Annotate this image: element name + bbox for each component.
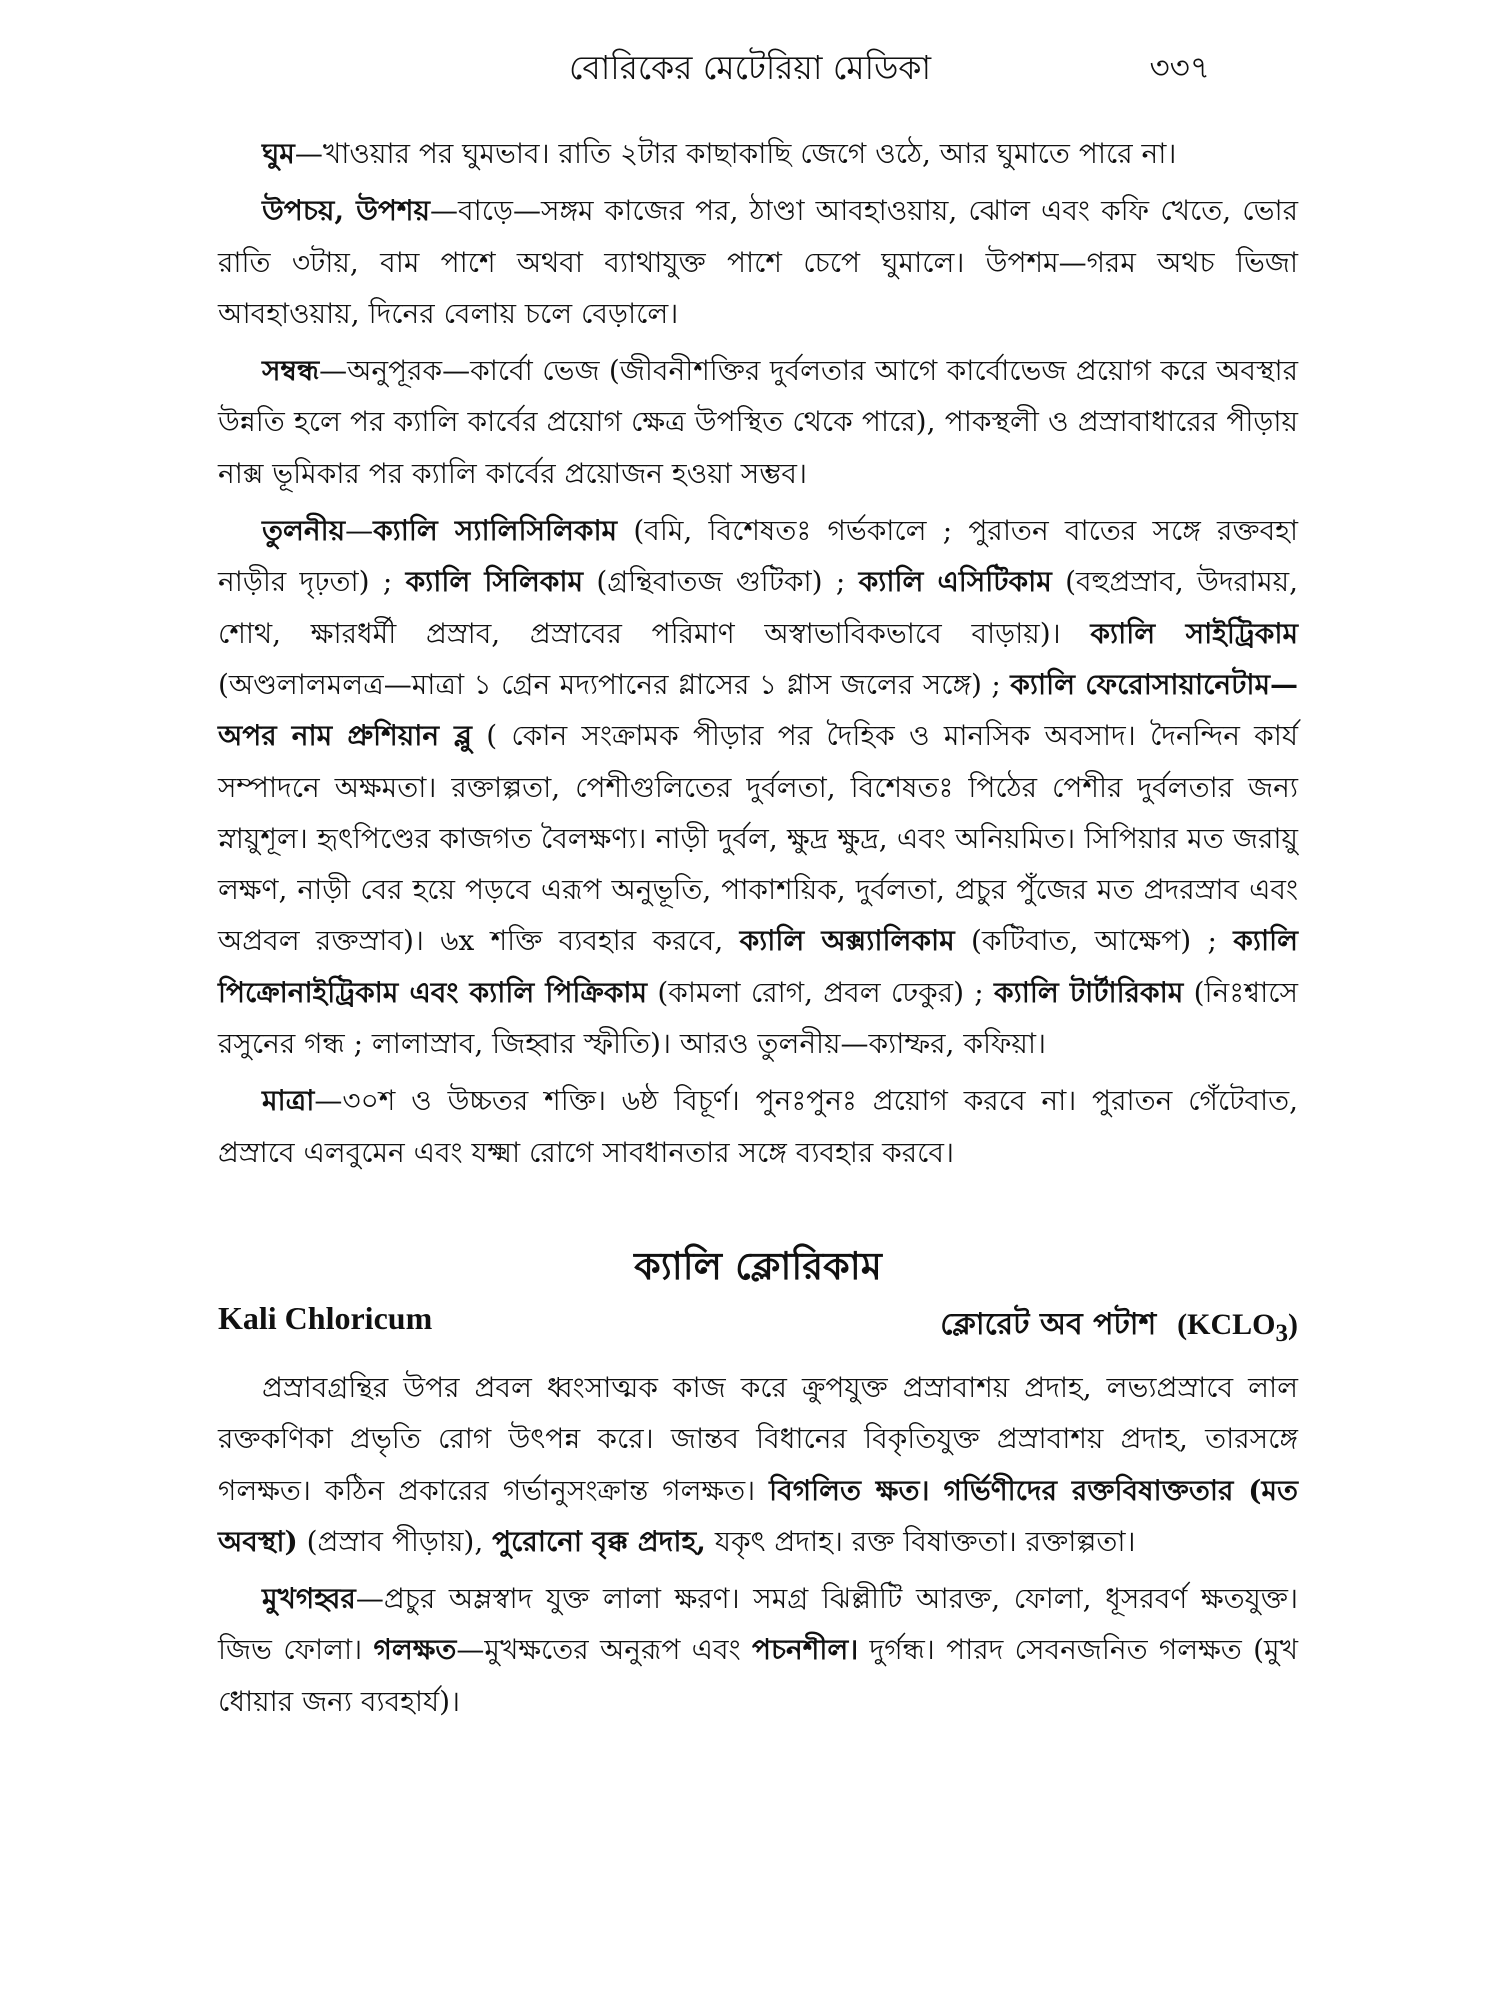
dose-paragraph [218, 1075, 1298, 1178]
modalities-paragraph [218, 185, 1298, 339]
compare-remedy: ক্যালি পিক্রোনাইট্রিকাম এবং ক্যালি পিক্রিকাম [218, 924, 1298, 1009]
mouth-text: —প্রচুর অম্লস্বাদ যুক্ত লালা ক্ষরণ। সমগ্র ঝিল্লীটি আরক্ত, ফোলা, ধূসরবর্ণ ক্ষতযুক্ত। জিভ ফোলা। [218, 1582, 1298, 1667]
dose-heading: মাত্রা [262, 1084, 315, 1118]
compare-remedy: ক্যালি টার্টারিকাম [994, 975, 1184, 1009]
intro-text [930, 1474, 944, 1507]
compare-remedy: ক্যালি ফেরোসায়ানেটাম—অপর নাম প্রুশিয়ান ব্লু [218, 667, 1298, 753]
modalities-text: —বাড়ে—সঙ্গম কাজের পর, ঠাণ্ডা আবহাওয়ায়, ঝোল এবং কফি খেতে, ভোর রাতি ৩টায়, বাম পাশে অথবা ব্যাথাযুক্ত পাশে চেপে ঘুমালে। উপশম—গরম অথচ ভিজা আবহাওয়ায়, দিনের বেলায় চলে বেড়ালে। [218, 194, 1299, 330]
intro-paragraph [218, 1362, 1298, 1567]
compare-text: ( কোন সংক্রামক পীড়ার পর দৈহিক ও মানসিক অবসাদ। দৈনন্দিন কার্য সম্পাদনে অক্ষমতা। রক্তাল্পতা, পেশীগুলিতের দুর্বলতা, বিশেষতঃ পিঠের পেশীর দুর্বলতার জন্য স্নায়ুশূল। হৃৎপিণ্ডের কাজগত বৈলক্ষণ্য। নাড়ী দুর্বল, ক্ষুদ্র ক্ষুদ্র, এবং অনিয়মিত। সিপিয়ার মত জরায়ু লক্ষণ, নাড়ী বের হয়ে পড়বে এরূপ অনুভূতি, পাকাশয়িক, দুর্বলতা, প্রচুর পুঁজের মত প্রদরস্রাব এবং অপ্রবল রক্তস্রাব)। ৬x শক্তি ব্যবহার করবে, [218, 719, 1298, 958]
compare-heading: তুলনীয় [262, 514, 346, 548]
compare-remedy: ক্যালি সাইট্রিকাম [1090, 616, 1299, 650]
compare-text: (গ্রন্থিবাতজ গুটিকা) ; [583, 565, 859, 599]
relationship-text: —অনুপূরক—কার্বো ভেজ (জীবনীশক্তির দুর্বলতার আগে কার্বোভেজ প্রয়োগ করে অবস্থার উন্নতি হলে পর ক্যালি কার্বের প্রয়োগ ক্ষেত্র উপস্থিত থেকে পারে), পাকস্থলী ও প্রস্রাবাধারের পীড়ায় নাক্স ভূমিকার পর ক্যালি কার্বের প্রয়োজন হওয়া সম্ভব। [218, 354, 1298, 490]
page-body [218, 128, 1298, 1733]
compare-remedy: ক্যালি সিলিকাম [405, 565, 584, 599]
mouth-emphasis: গলক্ষত [373, 1633, 457, 1667]
compare-text: (কটিবাত, আক্ষেপ) ; [954, 924, 1234, 958]
dose-text: —৩০শ ও উচ্চতর শক্তি। ৬ষ্ঠ বিচূর্ণ। পুনঃপুনঃ প্রয়োগ করবে না। পুরাতন গেঁটেবাত, প্রস্রাবে এলবুমেন এবং যক্ষ্মা রোগে সাবধানতার সঙ্গে ব্যবহার করবে। [218, 1084, 1298, 1169]
compare-text: (নিঃশ্বাসে রসুনের গন্ধ ; লালাস্রাব, জিহ্বার স্ফীতি)। আরও তুলনীয়—ক্যাম্ফর, কফিয়া। [218, 975, 1299, 1061]
mouth-text: —মুখক্ষতের অনুরূপ এবং [456, 1633, 752, 1667]
remedy-subhead [218, 1294, 1298, 1350]
remedy-formula [1177, 1307, 1298, 1347]
intro-text: প্রস্রাবগ্রন্থির উপর প্রবল ধ্বংসাত্মক কাজ করে ক্রুপযুক্ত প্রস্রাবাশয় প্রদাহ, লভ্যপ্রস্রাবে লাল রক্তকণিকা প্রভৃতি রোগ উৎপন্ন করে। জান্তব বিধানের বিকৃতিযুক্ত প্রস্রাবাশয় প্রদাহ, তারসঙ্গে গলক্ষত। কঠিন প্রকারের গর্ভানুসংক্রান্ত গলক্ষত। [218, 1370, 1298, 1507]
sleep-paragraph [218, 128, 1298, 179]
page-number: ৩৩৭ [1149, 50, 1210, 86]
remedy-title: ক্যালি ক্লোরিকাম [634, 1242, 882, 1288]
relationship-heading: সম্বন্ধ [262, 354, 320, 388]
intro-emphasis: বিগলিত ক্ষত। [769, 1473, 930, 1507]
page-header [0, 42, 1500, 102]
sleep-text: —খাওয়ার পর ঘুমভাব। রাতি ২টার কাছাকাছি জেগে ওঠে, আর ঘুমাতে পারে না। [294, 137, 1177, 170]
running-title: বোরিকের মেটেরিয়া মেডিকা [568, 48, 932, 87]
mouth-emphasis: পচনশীল। [751, 1633, 859, 1667]
compare-text: (অণ্ডলালমলত্র—মাত্রা ১ গ্রেন মদ্যপানের গ্লাসের ১ গ্লাস জলের সঙ্গে) ; [218, 667, 1011, 701]
remedy-common-text: ক্লোরেট অব পটাশ [940, 1306, 1157, 1342]
mouth-text: দুর্গন্ধ। পারদ সেবনজনিত গলক্ষত (মুখ ধোয়ার জন্য ব্যবহার্য)। [218, 1633, 1298, 1718]
formula-subscript: 3 [1275, 1319, 1288, 1347]
intro-text: (প্রস্রাব পীড়ায়), [297, 1524, 493, 1558]
relationship-paragraph [218, 345, 1298, 499]
sleep-heading: ঘুম [262, 137, 295, 170]
remedy-common-name [940, 1300, 1298, 1351]
compare-text: (বহুপ্রস্রাব, উদরাময়, শোথ, ক্ষারধর্মী প্রস্রাব, প্রস্রাবের পরিমাণ অস্বাভাবিকভাবে বাড়ায়)। [218, 565, 1299, 650]
mouth-heading: মুখগহ্বর [262, 1582, 356, 1616]
formula-main: (KCLO [1177, 1307, 1276, 1341]
intro-text: যকৃৎ প্রদাহ। রক্ত বিষাক্ততা। রক্তাল্পতা। [705, 1524, 1136, 1558]
compare-paragraph [218, 505, 1298, 1069]
compare-remedy: ক্যালি অক্স্যালিকাম [739, 924, 955, 958]
intro-emphasis: গর্ভিণীদের রক্তবিষাক্ততার (মত অবস্থা) [218, 1473, 1298, 1558]
compare-text: (কামলা রোগ, প্রবল ঢেকুর) ; [647, 975, 995, 1009]
remedy-latin-name: Kali Chloricum [218, 1299, 433, 1336]
modalities-heading: উপচয়, উপশয় [262, 194, 430, 228]
compare-text: (বমি, বিশেষতঃ গর্ভকালে ; পুরাতন বাতের সঙ্গে রক্তবহা নাড়ীর দৃঢ়তা) ; [218, 514, 1298, 599]
intro-emphasis: পুরোনো বৃক্ক প্রদাহ, [492, 1524, 706, 1558]
compare-remedy: ক্যালি স্যালিসিলিকাম [373, 514, 618, 548]
formula-close: ) [1288, 1307, 1298, 1341]
compare-remedy: ক্যালি এসিটিকাম [858, 565, 1052, 599]
compare-text: — [345, 514, 374, 548]
mouth-paragraph [218, 1573, 1298, 1727]
